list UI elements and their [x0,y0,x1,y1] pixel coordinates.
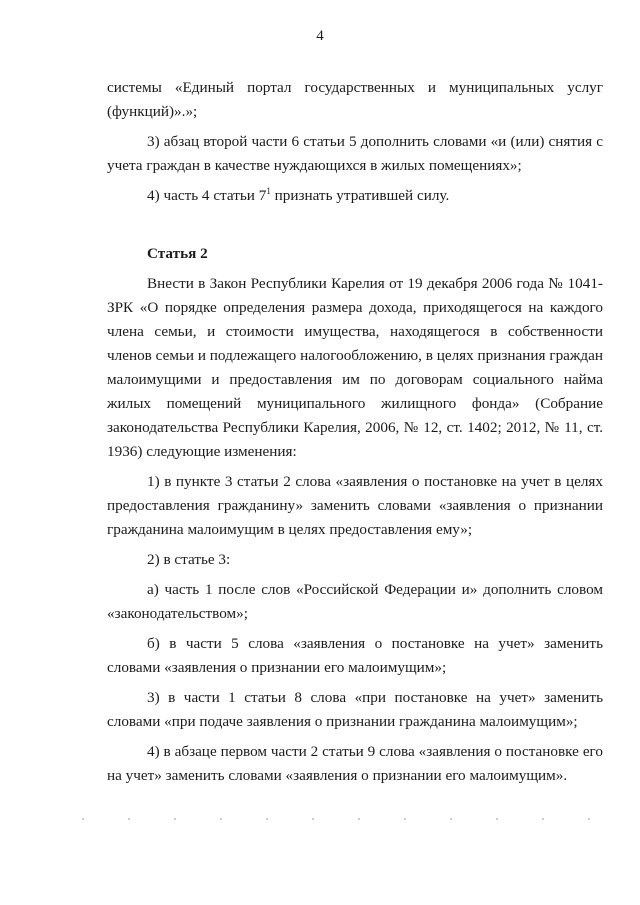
amendment-item-4: 4) в абзаце первом части 2 статьи 9 слова «заявления о постановке его на учет» заменить словами «заявления о признании его малоимущим». [107,743,603,784]
item-4-text-end: признать утратившей силу. [270,187,450,204]
article-intro: Внести в Закон Республики Карелия от 19 декабря 2006 года № 1041-ЗРК «О порядке определения размера дохода, приходящегося на каждого члена семьи, и стоимости имущества, находящегося в собственности членов семьи и подлежащего налогообложению, в целях признания граждан малоимущими и предоставления им по договорам социального найма жилых помещений муниципального жилищного фонда» (Собрание законодательства Республики Карелия, 2006, № 12, ст. 1402; 2012, № 11, ст. 1936) следующие изменения: [107,275,603,460]
paragraph-item-4 [107,184,603,208]
paragraph-item-3: 3) абзац второй части 6 статьи 5 дополнить словами «и (или) снятия с учета граждан в качестве нуждающихся в жилых помещениях»; [107,133,603,174]
article-heading: Статья 2 [147,245,208,262]
amendment-item-2: 2) в статье 3: [147,551,231,568]
page-number: 4 [316,28,324,44]
document-body [107,76,603,788]
amendment-item-1: 1) в пункте 3 статьи 2 слова «заявления о постановке на учет в целях предоставления гражданину» заменить словами «заявления о признании гражданина малоимущим в целях предоставления ему»; [107,473,603,538]
amendment-item-2b: б) в части 5 слова «заявления о постановке на учет» заменить словами «заявления о признании его малоимущим»; [107,635,603,676]
item-4-text-start: 4) часть 4 статьи 7 [147,187,267,204]
scan-artifact-line [60,818,620,820]
amendment-item-3: 3) в части 1 статьи 8 слова «при постановке на учет» заменить словами «при подаче заявления о признании гражданина малоимущим»; [107,689,603,730]
item-4-superscript: 1 [266,185,271,196]
paragraph-continuation: системы «Единый портал государственных и муниципальных услуг (функций)».»; [107,79,603,120]
amendment-item-2a: а) часть 1 после слов «Российской Федерации и» дополнить словом «законодательством»; [107,581,603,622]
